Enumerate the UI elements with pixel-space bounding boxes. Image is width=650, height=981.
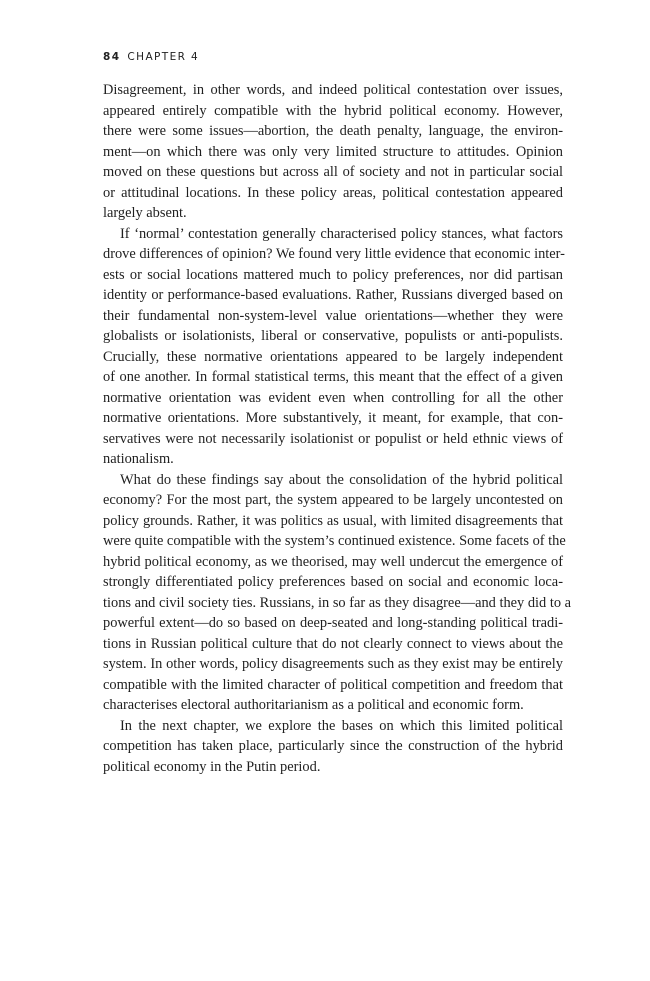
text-line: identity or performance-based evaluations. Rather, Russians diverged based on xyxy=(103,287,563,303)
text-line: hybrid political economy, as we theorised, may well undercut the emergence of xyxy=(103,553,563,570)
page-number: 84 xyxy=(103,51,121,63)
paragraph xyxy=(103,80,563,224)
text-line: In the next chapter, we explore the bases on which this limited political xyxy=(120,717,563,734)
text-line: Crucially, these normative orientations appeared to be largely independent xyxy=(103,348,563,365)
text-line: If ‘normal’ contestation generally characterised policy stances, what factors xyxy=(120,225,563,242)
text-line: of one another. In formal statistical terms, this meant that the effect of a given xyxy=(103,369,563,385)
text-line: appeared entirely compatible with the hybrid political economy. However, xyxy=(103,102,563,119)
text-line: their fundamental non-system-level value orientations—whether they were xyxy=(103,307,563,324)
paragraph xyxy=(103,224,563,470)
text-line: system. In other words, policy disagreements such as they exist may be entirely xyxy=(103,656,563,672)
text-line: normative orientation was evident even when controlling for all the other xyxy=(103,389,563,406)
text-line: characterises electoral authoritarianism as a political and economic form. xyxy=(103,697,524,713)
text-line: normative orientations. More substantively, it meant, for example, that con- xyxy=(103,410,563,426)
text-line: or attitudinal locations. In these policy areas, political contestation appeared xyxy=(103,184,563,201)
text-line: ests or social locations mattered much to policy preferences, nor did partisan xyxy=(103,266,563,283)
body-text xyxy=(103,80,572,777)
chapter-label: CHAPTER 4 xyxy=(127,51,200,63)
running-head xyxy=(103,51,199,63)
paragraph xyxy=(103,470,572,716)
text-line: drove differences of opinion? We found very little evidence that economic inter- xyxy=(103,246,565,262)
text-line: political economy in the Putin period. xyxy=(103,758,321,775)
text-line: were quite compatible with the system’s continued existence. Some facets of the xyxy=(103,533,566,549)
text-line: tions in Russian political culture that do not clearly connect to views about the xyxy=(103,635,563,652)
text-line: globalists or isolationists, liberal or conservative, populists or anti-populists. xyxy=(103,328,563,344)
text-line: Disagreement, in other words, and indeed political contestation over issues, xyxy=(103,82,563,98)
text-line: nationalism. xyxy=(103,451,174,467)
text-line: ment—on which there was only very limited structure to attitudes. Opinion xyxy=(103,143,563,160)
text-line: policy grounds. Rather, it was politics as usual, with limited disagreements that xyxy=(103,512,563,529)
paragraph xyxy=(103,716,563,778)
text-line: servatives were not necessarily isolationist or populist or held ethnic views of xyxy=(103,430,563,447)
text-line: compatible with the limited character of political competition and freedom that xyxy=(103,676,563,693)
text-line: tions and civil society ties. Russians, in so far as they disagree—and they did to a xyxy=(103,594,572,611)
text-line: What do these findings say about the consolidation of the hybrid political xyxy=(120,471,563,488)
text-line: moved on these questions but across all of society and not in particular social xyxy=(103,164,563,180)
text-line: strongly differentiated policy preferences based on social and economic loca- xyxy=(103,574,563,590)
text-line: competition has taken place, particularly since the construction of the hybrid xyxy=(103,738,563,754)
text-line: largely absent. xyxy=(103,205,187,221)
text-line: economy? For the most part, the system appeared to be largely uncontested on xyxy=(103,492,563,508)
text-line: powerful extent—do so based on deep-seated and long-standing political tradi- xyxy=(103,615,563,631)
text-line: there were some issues—abortion, the death penalty, language, the environ- xyxy=(103,123,563,139)
